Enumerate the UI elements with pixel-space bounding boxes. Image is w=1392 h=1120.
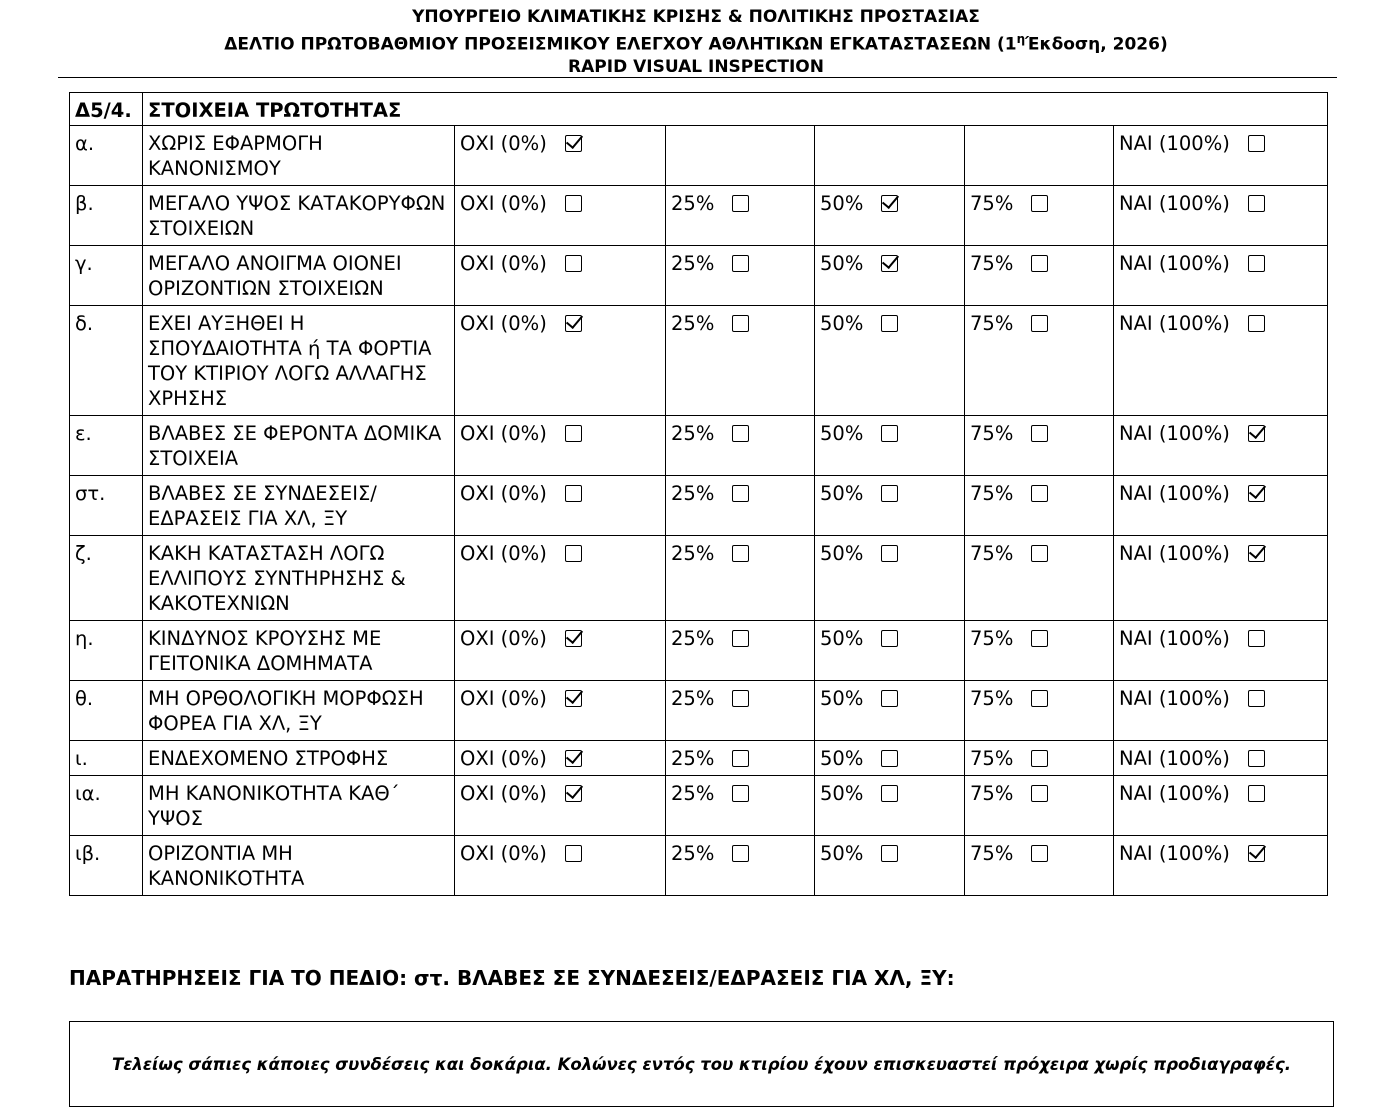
table-row [70,476,1328,536]
checked-checkbox-icon[interactable] [1248,845,1265,862]
row-id: ια. [70,776,143,836]
option-label: 75% [970,542,1014,565]
checked-checkbox-icon[interactable] [1248,425,1265,442]
option-label: 50% [820,482,864,505]
option[interactable] [671,311,749,336]
checked-checkbox-icon[interactable] [1248,545,1265,562]
row-id: δ. [70,306,143,416]
option-cell [1114,416,1328,476]
checked-checkbox-icon[interactable] [565,315,582,332]
row-label: ΜΗ ΟΡΘΟΛΟΓΙΚΗ ΜΟΡΦΩΣΗ ΦΟΡΕΑ ΓΙΑ ΧΛ, ΞΥ [143,681,455,741]
checkbox-icon[interactable] [1248,750,1265,767]
option-label: 25% [671,192,715,215]
section-header-row [70,93,1328,126]
option-label: ΟΧΙ (0%) [460,627,547,650]
checkbox-icon[interactable] [881,845,898,862]
option[interactable] [460,541,582,566]
option-cell [666,621,815,681]
option-cell [965,536,1114,621]
option[interactable] [460,781,582,806]
table-row [70,246,1328,306]
checkbox-icon[interactable] [732,785,749,802]
document-header [0,6,1392,78]
option-cell [965,836,1114,896]
option[interactable] [671,781,749,806]
table-row [70,776,1328,836]
row-label: ΜΕΓΑΛΟ ΑΝΟΙΓΜΑ ΟΙΟΝΕΙ ΟΡΙΖΟΝΤΙΩΝ ΣΤΟΙΧΕΙΩΝ [143,246,455,306]
option-cell [455,836,666,896]
option-cell [1114,741,1328,776]
row-label: ΕΧΕΙ ΑΥΞΗΘΕΙ Η ΣΠΟΥΔΑΙΟΤΗΤΑ ή ΤΑ ΦΟΡΤΙΑ ΤΟΥ ΚΤΙΡΙΟΥ ΛΟΓΩ ΑΛΛΑΓΗΣ ΧΡΗΣΗΣ [143,306,455,416]
option-label: 50% [820,782,864,805]
option-cell [965,246,1114,306]
option-cell [965,416,1114,476]
option[interactable] [671,481,749,506]
checkbox-icon[interactable] [881,690,898,707]
option[interactable] [820,541,898,566]
option-cell [455,126,666,186]
table-row [70,741,1328,776]
option-label: ΟΧΙ (0%) [460,687,547,710]
option[interactable] [970,841,1048,866]
option[interactable] [460,311,582,336]
checkbox-icon[interactable] [1248,315,1265,332]
option-cell [815,741,965,776]
option-label: 25% [671,542,715,565]
option-cell [455,186,666,246]
checkbox-icon[interactable] [1031,425,1048,442]
option-cell [815,836,965,896]
row-label: ΒΛΑΒΕΣ ΣΕ ΣΥΝΔΕΣΕΙΣ/ΕΔΡΑΣΕΙΣ ΓΙΑ ΧΛ, ΞΥ [143,476,455,536]
checkbox-icon[interactable] [1248,690,1265,707]
option-label: ΟΧΙ (0%) [460,422,547,445]
observations-text: Τελείως σάπιες κάποιες συνδέσεις και δοκάρια. Κολώνες εντός του κτιρίου έχουν επισκευαστεί πρόχειρα χωρίς προδιαγραφές. [111,1054,1292,1074]
option-label: ΝΑΙ (100%) [1119,687,1230,710]
option[interactable] [970,686,1048,711]
option-label: 75% [970,842,1014,865]
option-cell [1114,776,1328,836]
option-label: ΝΑΙ (100%) [1119,482,1230,505]
option[interactable] [820,626,898,651]
checkbox-icon[interactable] [732,485,749,502]
checkbox-icon[interactable] [1031,485,1048,502]
option-label: 75% [970,747,1014,770]
form-title [0,28,1392,56]
option[interactable] [460,131,582,156]
option[interactable] [820,311,898,336]
option[interactable] [671,686,749,711]
table-row [70,681,1328,741]
option[interactable] [1119,251,1265,276]
option-label: 75% [970,482,1014,505]
section-code: Δ5/4. [70,93,143,126]
option-cell [455,306,666,416]
option-cell [666,836,815,896]
table-row [70,416,1328,476]
option-label: ΟΧΙ (0%) [460,842,547,865]
option-cell [815,476,965,536]
option-cell [1114,306,1328,416]
checkbox-icon[interactable] [881,785,898,802]
option[interactable] [820,841,898,866]
option-cell [666,246,815,306]
checkbox-icon[interactable] [1248,785,1265,802]
option-cell [815,306,965,416]
table-row [70,126,1328,186]
option-label: 50% [820,312,864,335]
checkbox-icon[interactable] [732,195,749,212]
option[interactable] [1119,781,1265,806]
table-row [70,536,1328,621]
checkbox-icon[interactable] [732,425,749,442]
option-label: 50% [820,422,864,445]
row-label: ΜΕΓΑΛΟ ΥΨΟΣ ΚΑΤΑΚΟΡΥΦΩΝ ΣΤΟΙΧΕΙΩΝ [143,186,455,246]
row-id: θ. [70,681,143,741]
option-label: 50% [820,542,864,565]
checkbox-icon[interactable] [1248,630,1265,647]
row-id: β. [70,186,143,246]
table-row [70,621,1328,681]
option-label: ΟΧΙ (0%) [460,192,547,215]
row-label: ΚΙΝΔΥΝΟΣ ΚΡΟΥΣΗΣ ΜΕ ΓΕΙΤΟΝΙΚΑ ΔΟΜΗΜΑΤΑ [143,621,455,681]
option-label: ΝΑΙ (100%) [1119,192,1230,215]
option-label: 25% [671,782,715,805]
option-cell [815,246,965,306]
option-cell [1114,246,1328,306]
option[interactable] [970,541,1048,566]
option-label: ΟΧΙ (0%) [460,482,547,505]
checkbox-icon[interactable] [1248,135,1265,152]
option-cell [965,126,1114,186]
option[interactable] [460,841,582,866]
checkbox-icon[interactable] [565,195,582,212]
option[interactable] [970,191,1048,216]
option-label: ΟΧΙ (0%) [460,252,547,275]
option-label: ΝΑΙ (100%) [1119,312,1230,335]
option-cell [1114,536,1328,621]
option-cell [455,246,666,306]
option-label: 50% [820,627,864,650]
option-label: ΝΑΙ (100%) [1119,132,1230,155]
row-label: ΚΑΚΗ ΚΑΤΑΣΤΑΣΗ ΛΟΓΩ ΕΛΛΙΠΟΥΣ ΣΥΝΤΗΡΗΣΗΣ & ΚΑΚΟΤΕΧΝΙΩΝ [143,536,455,621]
checkbox-icon[interactable] [881,485,898,502]
option[interactable] [1119,686,1265,711]
option[interactable] [1119,626,1265,651]
row-id: ι. [70,741,143,776]
vulnerability-table [69,92,1328,896]
checked-checkbox-icon[interactable] [881,255,898,272]
edition-superscript: η [1016,32,1026,46]
option-cell [666,126,815,186]
option[interactable] [671,191,749,216]
checkbox-icon[interactable] [565,545,582,562]
option-label: 50% [820,747,864,770]
checkbox-icon[interactable] [565,485,582,502]
option-label: 25% [671,482,715,505]
checkbox-icon[interactable] [1248,195,1265,212]
option-label: 25% [671,627,715,650]
option[interactable] [970,311,1048,336]
option-label: 75% [970,252,1014,275]
option-cell [1114,621,1328,681]
row-id: ζ. [70,536,143,621]
option[interactable] [820,191,898,216]
option-cell [965,186,1114,246]
option[interactable] [1119,131,1265,156]
option-cell [965,776,1114,836]
option[interactable] [820,686,898,711]
option-label: ΝΑΙ (100%) [1119,782,1230,805]
checked-checkbox-icon[interactable] [565,630,582,647]
option-cell [666,306,815,416]
option-label: ΝΑΙ (100%) [1119,542,1230,565]
option-cell [1114,836,1328,896]
option[interactable] [460,421,582,446]
row-label: ΒΛΑΒΕΣ ΣΕ ΦΕΡΟΝΤΑ ΔΟΜΙΚΑ ΣΤΟΙΧΕΙΑ [143,416,455,476]
option-cell [455,741,666,776]
checkbox-icon[interactable] [1031,545,1048,562]
option[interactable] [820,781,898,806]
row-id: α. [70,126,143,186]
checked-checkbox-icon[interactable] [565,135,582,152]
checked-checkbox-icon[interactable] [881,195,898,212]
option[interactable] [970,626,1048,651]
option[interactable] [1119,191,1265,216]
option-label: 50% [820,252,864,275]
checkbox-icon[interactable] [1031,690,1048,707]
option-cell [815,416,965,476]
checked-checkbox-icon[interactable] [565,750,582,767]
table-row [70,186,1328,246]
option[interactable] [1119,421,1265,446]
option-cell [815,776,965,836]
option-cell [965,741,1114,776]
table-row [70,836,1328,896]
option-cell [965,681,1114,741]
option-label: ΟΧΙ (0%) [460,132,547,155]
checkbox-icon[interactable] [881,545,898,562]
option[interactable] [970,781,1048,806]
checkbox-icon[interactable] [881,425,898,442]
option-label: ΟΧΙ (0%) [460,542,547,565]
option-cell [965,306,1114,416]
option[interactable] [970,421,1048,446]
option-label: ΟΧΙ (0%) [460,747,547,770]
checkbox-icon[interactable] [565,425,582,442]
option[interactable] [1119,311,1265,336]
option-label: 50% [820,842,864,865]
checkbox-icon[interactable] [1031,315,1048,332]
option-cell [666,681,815,741]
option[interactable] [970,481,1048,506]
observations-title: ΠΑΡΑΤΗΡΗΣΕΙΣ ΓΙΑ ΤΟ ΠΕΔΙΟ: στ. ΒΛΑΒΕΣ ΣΕ ΣΥΝΔΕΣΕΙΣ/ΕΔΡΑΣΕΙΣ ΓΙΑ ΧΛ, ΞΥ: [69,966,955,990]
option-label: ΟΧΙ (0%) [460,782,547,805]
checkbox-icon[interactable] [1031,630,1048,647]
option-cell [666,186,815,246]
form-subtitle: RAPID VISUAL INSPECTION [568,56,824,77]
option[interactable] [1119,746,1265,771]
option[interactable] [671,541,749,566]
option-label: ΟΧΙ (0%) [460,312,547,335]
option-label: ΝΑΙ (100%) [1119,252,1230,275]
observations-box[interactable] [69,1021,1334,1107]
table-row [70,306,1328,416]
checkbox-icon[interactable] [1248,255,1265,272]
checkbox-icon[interactable] [1031,750,1048,767]
checkbox-icon[interactable] [732,750,749,767]
option[interactable] [820,481,898,506]
option-cell [455,621,666,681]
option-cell [666,476,815,536]
option-cell [815,536,965,621]
option-cell [1114,126,1328,186]
checkbox-icon[interactable] [565,255,582,272]
checkbox-icon[interactable] [732,690,749,707]
option-label: ΝΑΙ (100%) [1119,422,1230,445]
option-cell [455,476,666,536]
form-title-main: ΔΕΛΤΙΟ ΠΡΩΤΟΒΑΘΜΙΟΥ ΠΡΟΣΕΙΣΜΙΚΟΥ ΕΛΕΓΧΟΥ ΑΘΛΗΤΙΚΩΝ ΕΓΚΑΤΑΣΤΑΣΕΩΝ (1 [224,34,1017,55]
option-label: 75% [970,687,1014,710]
option[interactable] [460,481,582,506]
checkbox-icon[interactable] [1031,785,1048,802]
option-label: 50% [820,192,864,215]
option-cell [965,476,1114,536]
option-cell [666,536,815,621]
option-cell [815,621,965,681]
row-label: ΟΡΙΖΟΝΤΙΑ ΜΗ ΚΑΝΟΝΙΚΟΤΗΤΑ [143,836,455,896]
option-cell [455,416,666,476]
option-cell [965,621,1114,681]
checkbox-icon[interactable] [732,845,749,862]
header-divider [58,77,1337,78]
row-id: στ. [70,476,143,536]
checkbox-icon[interactable] [881,315,898,332]
option[interactable] [1119,541,1265,566]
option-cell [815,186,965,246]
option[interactable] [460,626,582,651]
option-cell [666,741,815,776]
option-cell [1114,476,1328,536]
checked-checkbox-icon[interactable] [565,785,582,802]
checkbox-icon[interactable] [565,845,582,862]
option[interactable] [671,746,749,771]
row-id: η. [70,621,143,681]
option-label: 25% [671,842,715,865]
option[interactable] [460,686,582,711]
form-title-edition: Έκδοση, 2026) [1025,34,1168,55]
checkbox-icon[interactable] [732,315,749,332]
option-cell [1114,681,1328,741]
checked-checkbox-icon[interactable] [1248,485,1265,502]
row-id: ιβ. [70,836,143,896]
row-label: ΧΩΡΙΣ ΕΦΑΡΜΟΓΗ ΚΑΝΟΝΙΣΜΟΥ [143,126,455,186]
checkbox-icon[interactable] [732,255,749,272]
checked-checkbox-icon[interactable] [565,690,582,707]
row-label: ΜΗ ΚΑΝΟΝΙΚΟΤΗΤΑ ΚΑΘ΄ ΥΨΟΣ [143,776,455,836]
option-cell [455,776,666,836]
option[interactable] [460,251,582,276]
option[interactable] [460,746,582,771]
option-label: 25% [671,747,715,770]
checkbox-icon[interactable] [1031,845,1048,862]
option-label: 25% [671,422,715,445]
option-label: 75% [970,192,1014,215]
option-label: ΝΑΙ (100%) [1119,747,1230,770]
option[interactable] [1119,841,1265,866]
checkbox-icon[interactable] [732,630,749,647]
option-cell [815,681,965,741]
option-cell [666,776,815,836]
option-label: 25% [671,312,715,335]
section-title: ΣΤΟΙΧΕΙΑ ΤΡΩΤΟΤΗΤΑΣ [143,93,1328,126]
option[interactable] [1119,481,1265,506]
option[interactable] [820,251,898,276]
option-label: 75% [970,312,1014,335]
option-label: ΝΑΙ (100%) [1119,842,1230,865]
checkbox-icon[interactable] [1031,195,1048,212]
option[interactable] [970,251,1048,276]
option-label: 25% [671,252,715,275]
option-cell [1114,186,1328,246]
option[interactable] [671,251,749,276]
ministry-title: ΥΠΟΥΡΓΕΙΟ ΚΛΙΜΑΤΙΚΗΣ ΚΡΙΣΗΣ & ΠΟΛΙΤΙΚΗΣ ΠΡΟΣΤΑΣΙΑΣ [412,7,980,27]
option-label: 75% [970,422,1014,445]
option-label: 50% [820,687,864,710]
option[interactable] [671,626,749,651]
option-cell [666,416,815,476]
option[interactable] [820,421,898,446]
option-label: ΝΑΙ (100%) [1119,627,1230,650]
option[interactable] [970,746,1048,771]
option[interactable] [671,421,749,446]
option[interactable] [460,191,582,216]
option-cell [455,681,666,741]
checkbox-icon[interactable] [881,630,898,647]
row-id: ε. [70,416,143,476]
option-cell [815,126,965,186]
option-label: 75% [970,627,1014,650]
option[interactable] [671,841,749,866]
option-label: 75% [970,782,1014,805]
option-cell [455,536,666,621]
row-label: ΕΝΔΕΧΟΜΕΝΟ ΣΤΡΟΦΗΣ [143,741,455,776]
option-label: 25% [671,687,715,710]
checkbox-icon[interactable] [1031,255,1048,272]
checkbox-icon[interactable] [732,545,749,562]
row-id: γ. [70,246,143,306]
checkbox-icon[interactable] [881,750,898,767]
option[interactable] [820,746,898,771]
